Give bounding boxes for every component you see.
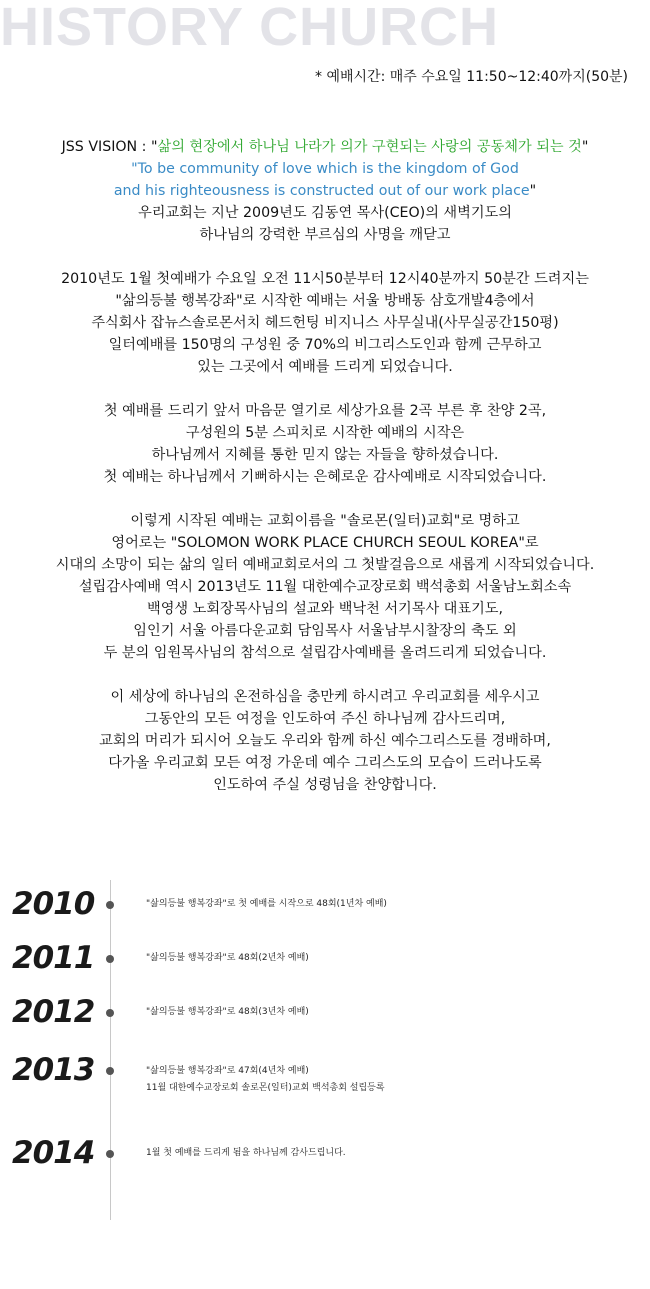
paragraph-line: 첫 예배는 하나님께서 기뻐하시는 은혜로운 감사예배로 시작되었습니다. xyxy=(103,469,547,485)
paragraph-line: 그동안의 모든 여정을 인도하여 주신 하나님께 감사드리며, xyxy=(144,711,506,727)
paragraph-line: 2010년도 1월 첫예배가 수요일 오전 11시50분부터 12시40분까지 50분간 드려지는 xyxy=(61,271,589,287)
vision-english-1: "To be community of love which is the kingdom of God xyxy=(131,161,519,177)
paragraph-line: 임인기 서울 아름다운교회 담임목사 서울남부시찰장의 축도 외 xyxy=(133,623,517,639)
paragraph-line: 인도하여 주실 성령님을 찬양합니다. xyxy=(213,777,437,793)
paragraph-line: 구성원의 5분 스피치로 시작한 예배의 시작은 xyxy=(185,425,465,441)
paragraph-line: "삶의등불 행복강좌"로 시작한 예배는 서울 방배동 삼호개발4층에서 xyxy=(115,293,535,309)
paragraph-line: 있는 그곳에서 예배를 드리게 되었습니다. xyxy=(197,359,453,375)
paragraph-line: 첫 예배를 드리기 앞서 마음문 열기로 세상가요를 2곡 부른 후 찬양 2곡, xyxy=(103,403,547,419)
paragraph-line: 주식회사 잡뉴스솔로몬서치 헤드헌팅 비지니스 사무실내(사무실공간150평) xyxy=(91,315,559,331)
vision-suffix: " xyxy=(581,139,589,155)
timeline-desc: 11월 대한예수교장로회 솔로몬(일터)교회 백석총회 설립등록 xyxy=(146,1083,385,1093)
timeline-year-2013: 2013 xyxy=(12,1052,95,1088)
paragraph-line: 백영생 노회장목사님의 설교와 백낙천 서기목사 대표기도, xyxy=(147,601,503,617)
page-title: HISTORY CHURCH xyxy=(0,0,500,57)
paragraph-line: 영어로는 "SOLOMON WORK PLACE CHURCH SEOUL KOREA"로 xyxy=(111,535,539,551)
timeline-desc: "삶의등불 행복강좌"로 48회(3년차 예배) xyxy=(146,1007,309,1017)
paragraph-line: 일터예배를 150명의 구성원 중 70%의 비그리스도인과 함께 근무하고 xyxy=(108,337,542,353)
paragraph-line: 이렇게 시작된 예배는 교회이름을 "솔로몬(일터)교회"로 명하고 xyxy=(130,513,520,529)
timeline-year-2011: 2011 xyxy=(12,940,95,976)
vision-english-close: " xyxy=(529,183,537,199)
worship-time: * 예배시간: 매주 수요일 11:50~12:40까지(50분) xyxy=(315,69,628,85)
timeline-year-2010: 2010 xyxy=(12,886,95,922)
vision-statement xyxy=(0,136,650,158)
paragraph-line: 다가올 우리교회 모든 여정 가운데 예수 그리스도의 모습이 드러나도록 xyxy=(108,755,542,771)
timeline-desc: 1월 첫 예배를 드리게 됨을 하나님께 감사드립니다. xyxy=(146,1148,346,1158)
paragraph-line: 시대의 소망이 되는 삶의 일터 예배교회로서의 그 첫발걸음으로 새롭게 시작되었습니다. xyxy=(55,557,595,573)
timeline-line xyxy=(110,880,111,1220)
vision-section xyxy=(0,136,650,796)
timeline-year-2014: 2014 xyxy=(12,1135,95,1171)
timeline-desc: "삶의등불 행복강좌"로 48회(2년차 예배) xyxy=(146,953,309,963)
timeline-dot xyxy=(106,901,114,909)
timeline-dot xyxy=(106,1067,114,1075)
paragraph-line: 두 분의 임원목사님의 참석으로 설립감사예배를 올려드리게 되었습니다. xyxy=(103,645,547,661)
paragraph-line: 하나님의 강력한 부르심의 사명을 깨닫고 xyxy=(199,227,451,243)
timeline-desc: "삶의등불 행복강좌"로 47회(4년차 예배) xyxy=(146,1066,309,1076)
paragraph-line: 이 세상에 하나님의 온전하심을 충만케 하시려고 우리교회를 세우시고 xyxy=(110,689,540,705)
vision-prefix: JSS VISION : " xyxy=(61,139,158,155)
vision-english-2: and his righteousness is constructed out of our work place xyxy=(113,183,530,199)
timeline-year-2012: 2012 xyxy=(12,994,95,1030)
timeline-dot xyxy=(106,955,114,963)
paragraph-line: 하나님께서 지혜를 통한 믿지 않는 자들을 향하셨습니다. xyxy=(151,447,499,463)
vision-english-2-wrap xyxy=(0,180,650,202)
paragraph-line: 교회의 머리가 되시어 오늘도 우리와 함께 하신 예수그리스도를 경배하며, xyxy=(99,733,551,749)
paragraph-line: 설립감사예배 역시 2013년도 11월 대한예수교장로회 백석총회 서울남노회소속 xyxy=(78,579,572,595)
vision-korean: 삶의 현장에서 하나님 나라가 의가 구현되는 사랑의 공동체가 되는 것 xyxy=(157,139,582,155)
paragraph-line: 우리교회는 지난 2009년도 김동연 목사(CEO)의 새벽기도의 xyxy=(138,205,512,221)
timeline-dot xyxy=(106,1009,114,1017)
timeline-desc: "삶의등불 행복강좌"로 첫 예배를 시작으로 48회(1년차 예배) xyxy=(146,899,387,909)
timeline-dot xyxy=(106,1150,114,1158)
